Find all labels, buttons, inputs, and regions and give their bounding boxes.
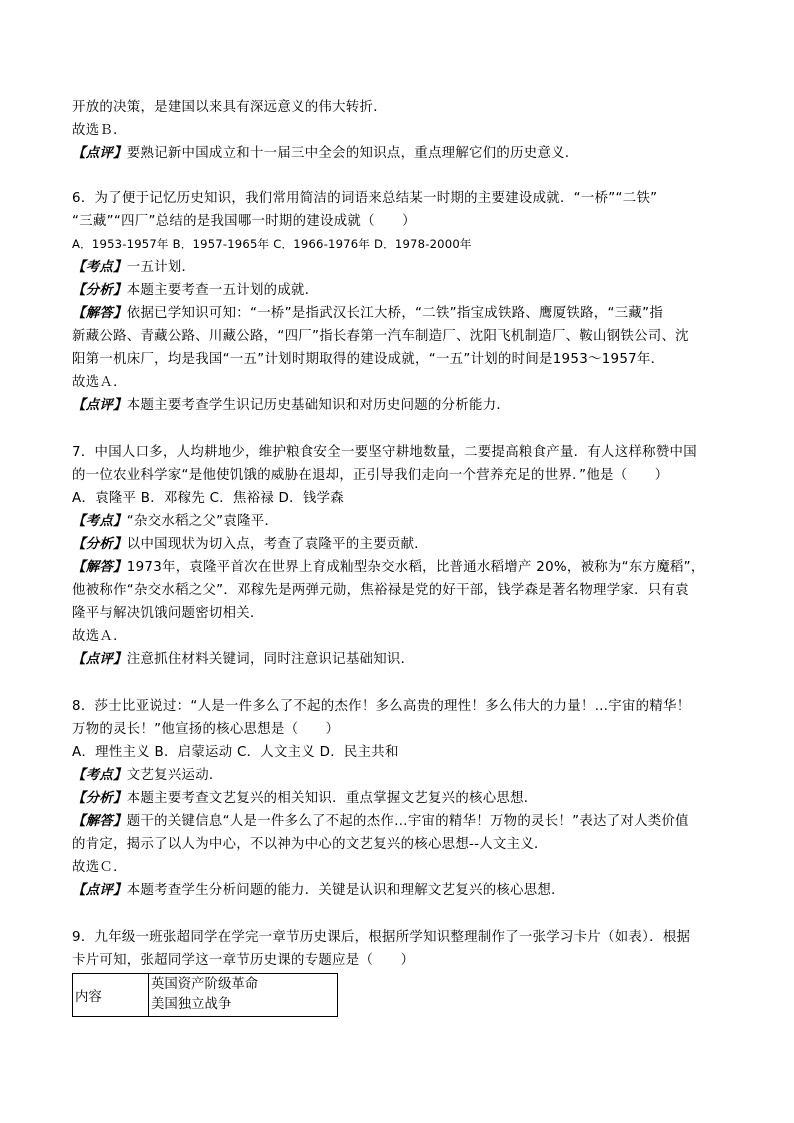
comment-text: 要熟记新中国成立和十一届三中全会的知识点，重点理解它们的历史意义． [126,146,579,161]
q6-fenxi [72,279,722,302]
q6-comment [72,394,722,417]
q7-comment [72,648,722,671]
study-card-table [72,973,338,1017]
jieda-text: 题干的关键信息“人是一件多么了不起的杰作…宇宙的精华！万物的灵长！”表达了对人类价值 [126,814,689,829]
q5-continuation: 开放的决策，是建国以来具有深远意义的伟大转折． [72,100,387,115]
q6-stem-line1: 6．为了便于记忆历史知识，我们常用简洁的词语来总结某一时期的主要建设成就．“一桥”“二铁” [72,191,658,206]
q7-kaodian [72,510,722,533]
q7-answer: 故选Ａ． [72,629,127,644]
table-item: 英国资产阶级革命 [151,977,259,992]
jieda-tag: 【解答】 [72,814,127,829]
q8-stem-line1: 8．莎士比亚说过：“人是一件多么了不起的杰作！多么高贵的理性！多么伟大的力量！…宇宙的精华！ [72,699,691,714]
comment-tag: 【点评】 [72,652,127,667]
kaodian-tag: 【考点】 [72,768,127,783]
table-item: 美国独立战争 [151,997,232,1012]
jieda-tag: 【解答】 [72,560,127,575]
q6-stem-line2: “三藏”“四厂”总结的是我国哪一时期的建设成就（ ） [72,214,416,229]
comment-text: 注意抓住材料关键词，同时注意识记基础知识． [126,652,415,667]
q8-jieda-line2: 的肯定，揭示了以人为中心，不以神为中心的文艺复兴的核心思想--人文主义． [72,837,548,852]
q6-jieda-line1 [72,302,722,325]
table-row [73,974,338,1017]
q8-stem-line2: 万物的灵长！”他宣扬的核心思想是（ ） [72,722,340,737]
comment-text: 本题主要考查学生识记历史基础知识和对历史问题的分析能力． [126,398,511,413]
q7-jieda-line1 [72,556,722,579]
jieda-text: 1973年，袁隆平首次在世界上育成籼型杂交水稻，比普通水稻增产 20%，被称为“东方魔稻”， [126,560,705,575]
fenxi-tag: 【分析】 [72,537,127,552]
comment-tag: 【点评】 [72,398,127,413]
fenxi-tag: 【分析】 [72,283,127,298]
table-content-cell [149,974,338,1017]
q6-kaodian [72,256,722,279]
kaodian-tag: 【考点】 [72,514,127,529]
q9-stem-line2: 卡片可知，张超同学这一章节历史课的专题应是（ ） [72,953,415,968]
q8-answer: 故选Ｃ． [72,860,127,875]
comment-tag: 【点评】 [72,883,127,898]
q8-jieda-line1 [72,810,722,833]
q5-answer: 故选Ｂ． [72,123,127,138]
q7-stem-line2: 的一位农业科学家“是他使饥饿的威胁在退却，正引导我们走向一个营养充足的世界．”他是（ ） [72,468,669,483]
q5-comment [72,142,722,165]
q8-fenxi [72,787,722,810]
kaodian-text: 一五计划． [126,260,196,275]
q6-options: A．1953-1957年 B．1957-1965年 C．1966-1976年 D．1978-2000年 [72,237,472,251]
comment-tag: 【点评】 [72,146,127,161]
q6-jieda-line2: 新藏公路、青藏公路、川藏公路，“四厂”指长春第一汽车制造厂、沈阳飞机制造厂、鞍山钢铁公司、沈 [72,329,689,344]
q6-answer: 故选Ａ． [72,375,127,390]
q7-fenxi [72,533,722,556]
q7-stem-line1: 7．中国人口多，人均耕地少，维护粮食安全一要坚守耕地数量，二要提高粮食产量．有人这样称赞中国 [72,445,697,460]
kaodian-text: “杂交水稻之父”袁隆平． [126,514,279,529]
q6-jieda-line3: 阳第一机床厂，均是我国“一五”计划时期取得的建设成就，“一五”计划的时间是1953～1957年． [72,352,665,367]
fenxi-text: 以中国现状为切入点，考查了袁隆平的主要贡献． [126,537,428,552]
q8-comment [72,879,722,902]
table-label-cell: 内容 [73,974,149,1017]
document-page [72,96,722,1017]
q7-jieda-line2: 他被称作“杂交水稻之父”．邓稼先是两弹元勋，焦裕禄是党的好干部，钱学森是著名物理学家．只有袁 [72,583,689,598]
fenxi-text: 本题主要考查文艺复兴的相关知识．重点掌握文艺复兴的核心思想． [126,791,538,806]
q8-kaodian [72,764,722,787]
jieda-text: 依据已学知识可知：“一桥”是指武汉长江大桥，“二铁”指宝成铁路、鹰厦铁路，“三藏”指 [126,306,664,321]
jieda-tag: 【解答】 [72,306,127,321]
comment-text: 本题考查学生分析问题的能力．关键是认识和理解文艺复兴的核心思想． [126,883,565,898]
kaodian-tag: 【考点】 [72,260,127,275]
kaodian-text: 文艺复兴运动． [126,768,223,783]
q7-options: A．袁隆平 B．邓稼先 C．焦裕禄 D．钱学森 [72,491,344,506]
fenxi-text: 本题主要考查一五计划的成就． [126,283,319,298]
q8-options: A．理性主义 B．启蒙运动 C．人文主义 D．民主共和 [72,745,399,760]
fenxi-tag: 【分析】 [72,791,127,806]
q7-jieda-line3: 隆平与解决饥饿问题密切相关． [72,606,264,621]
q9-stem-line1: 9．九年级一班张超同学在学完一章节历史课后，根据所学知识整理制作了一张学习卡片（如表）．根据 [72,930,691,945]
